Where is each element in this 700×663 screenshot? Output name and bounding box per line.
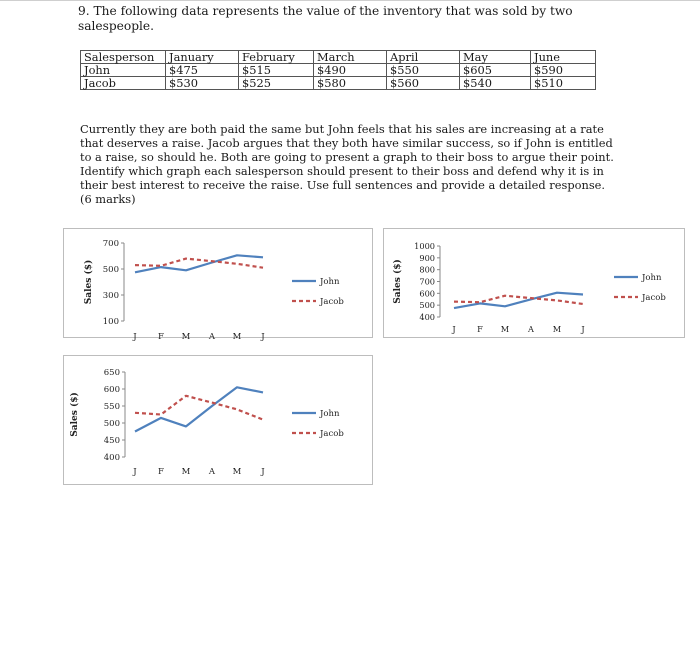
legend-label-jacob: Jacob <box>320 429 344 439</box>
y-tick-label: 600 <box>419 288 435 299</box>
x-tick-label: F <box>158 467 164 477</box>
marks-label: (6 marks) <box>80 192 136 206</box>
table-cell: $540 <box>460 77 531 90</box>
table-cell: $605 <box>460 64 531 77</box>
inventory-table <box>80 50 596 90</box>
legend-label-john: John <box>642 273 662 283</box>
x-tick-label: F <box>158 332 164 342</box>
y-axis-title: Sales ($) <box>84 259 94 305</box>
x-tick-label: J <box>133 332 137 342</box>
legend-label-john: John <box>320 409 340 419</box>
table-cell: $550 <box>387 64 460 77</box>
legend-label-john: John <box>320 277 340 287</box>
table-header-cell: March <box>314 51 387 64</box>
y-tick-label: 300 <box>102 291 119 301</box>
y-tick-label: 450 <box>103 436 120 446</box>
chart-svg <box>64 356 372 484</box>
table-header-cell: April <box>387 51 460 64</box>
x-tick-label: J <box>133 467 137 477</box>
y-tick-label: 600 <box>103 385 120 395</box>
y-tick-label: 500 <box>102 265 119 275</box>
legend-label-jacob: Jacob <box>320 297 344 307</box>
x-tick-label: J <box>452 324 456 334</box>
table-cell: $510 <box>531 77 596 90</box>
question-heading: 9. The following data represents the value of the inventory that was sold by two salespeople. <box>78 4 573 33</box>
y-tick-label: 800 <box>419 264 435 275</box>
x-tick-label: A <box>208 332 216 342</box>
x-tick-label: M <box>181 467 191 477</box>
x-tick-label: J <box>261 332 265 342</box>
chart-svg <box>64 229 372 342</box>
prompt-text: Currently they are both paid the same but John feels that his sales are increasing at a rate that deserves a raise. Jacob argues that they both have similar success, so if John is entitled to a raise, so should he. Both are going to present a graph to their boss to argue their point. Identify which graph each salesperson should present to their boss and defend why it is in their best interest to receive the raise. Use full sentences and provide a detailed response. <box>80 122 614 192</box>
question-prompt <box>80 122 625 206</box>
table-header-row <box>81 51 596 64</box>
table-header-cell: January <box>166 51 239 64</box>
table-cell: John <box>81 64 166 77</box>
x-tick-label: J <box>581 324 585 334</box>
table-header-cell: May <box>460 51 531 64</box>
table-cell: $530 <box>166 77 239 90</box>
table-cell: $590 <box>531 64 596 77</box>
table-cell: $475 <box>166 64 239 77</box>
table-row <box>81 64 596 77</box>
x-tick-label: A <box>208 467 216 477</box>
y-tick-label: 500 <box>419 300 435 311</box>
table-cell: $580 <box>314 77 387 90</box>
x-tick-label: M <box>500 324 510 334</box>
y-tick-label: 400 <box>419 312 435 322</box>
y-tick-label: 550 <box>103 402 120 412</box>
x-tick-label: F <box>477 324 483 334</box>
chart-svg <box>384 229 684 337</box>
table-header-cell: June <box>531 51 596 64</box>
series-line-john <box>135 387 263 431</box>
legend-label-jacob: Jacob <box>642 293 666 303</box>
table-header-cell: Salesperson <box>81 51 166 64</box>
table-row <box>81 77 596 90</box>
y-tick-label: 900 <box>419 252 435 263</box>
table-cell: $525 <box>239 77 314 90</box>
series-line-john <box>454 293 583 308</box>
y-tick-label: 500 <box>103 419 120 429</box>
x-tick-label: A <box>528 324 534 334</box>
x-tick-label: M <box>181 332 191 342</box>
y-tick-label: 1000 <box>414 241 435 251</box>
top-border <box>0 0 700 1</box>
chart-john-vs-jacob-scale-400-650 <box>63 355 373 485</box>
chart-john-vs-jacob-scale-100-700 <box>63 228 373 342</box>
table-cell: $515 <box>239 64 314 77</box>
table-cell: $490 <box>314 64 387 77</box>
y-axis-title: Sales ($) <box>393 259 403 304</box>
table-cell: $560 <box>387 77 460 90</box>
y-axis-title: Sales ($) <box>70 392 80 437</box>
y-tick-label: 700 <box>102 239 119 249</box>
x-tick-label: M <box>232 332 242 342</box>
y-tick-label: 100 <box>102 317 119 327</box>
y-tick-label: 700 <box>419 276 435 287</box>
table-cell: Jacob <box>81 77 166 90</box>
y-tick-label: 400 <box>103 453 120 463</box>
x-tick-label: M <box>552 324 562 334</box>
x-tick-label: J <box>261 467 265 477</box>
y-tick-label: 650 <box>103 368 120 378</box>
chart-john-vs-jacob-scale-400-1000 <box>383 228 685 338</box>
series-line-john <box>135 255 263 272</box>
x-tick-label: M <box>232 467 242 477</box>
table-header-cell: February <box>239 51 314 64</box>
